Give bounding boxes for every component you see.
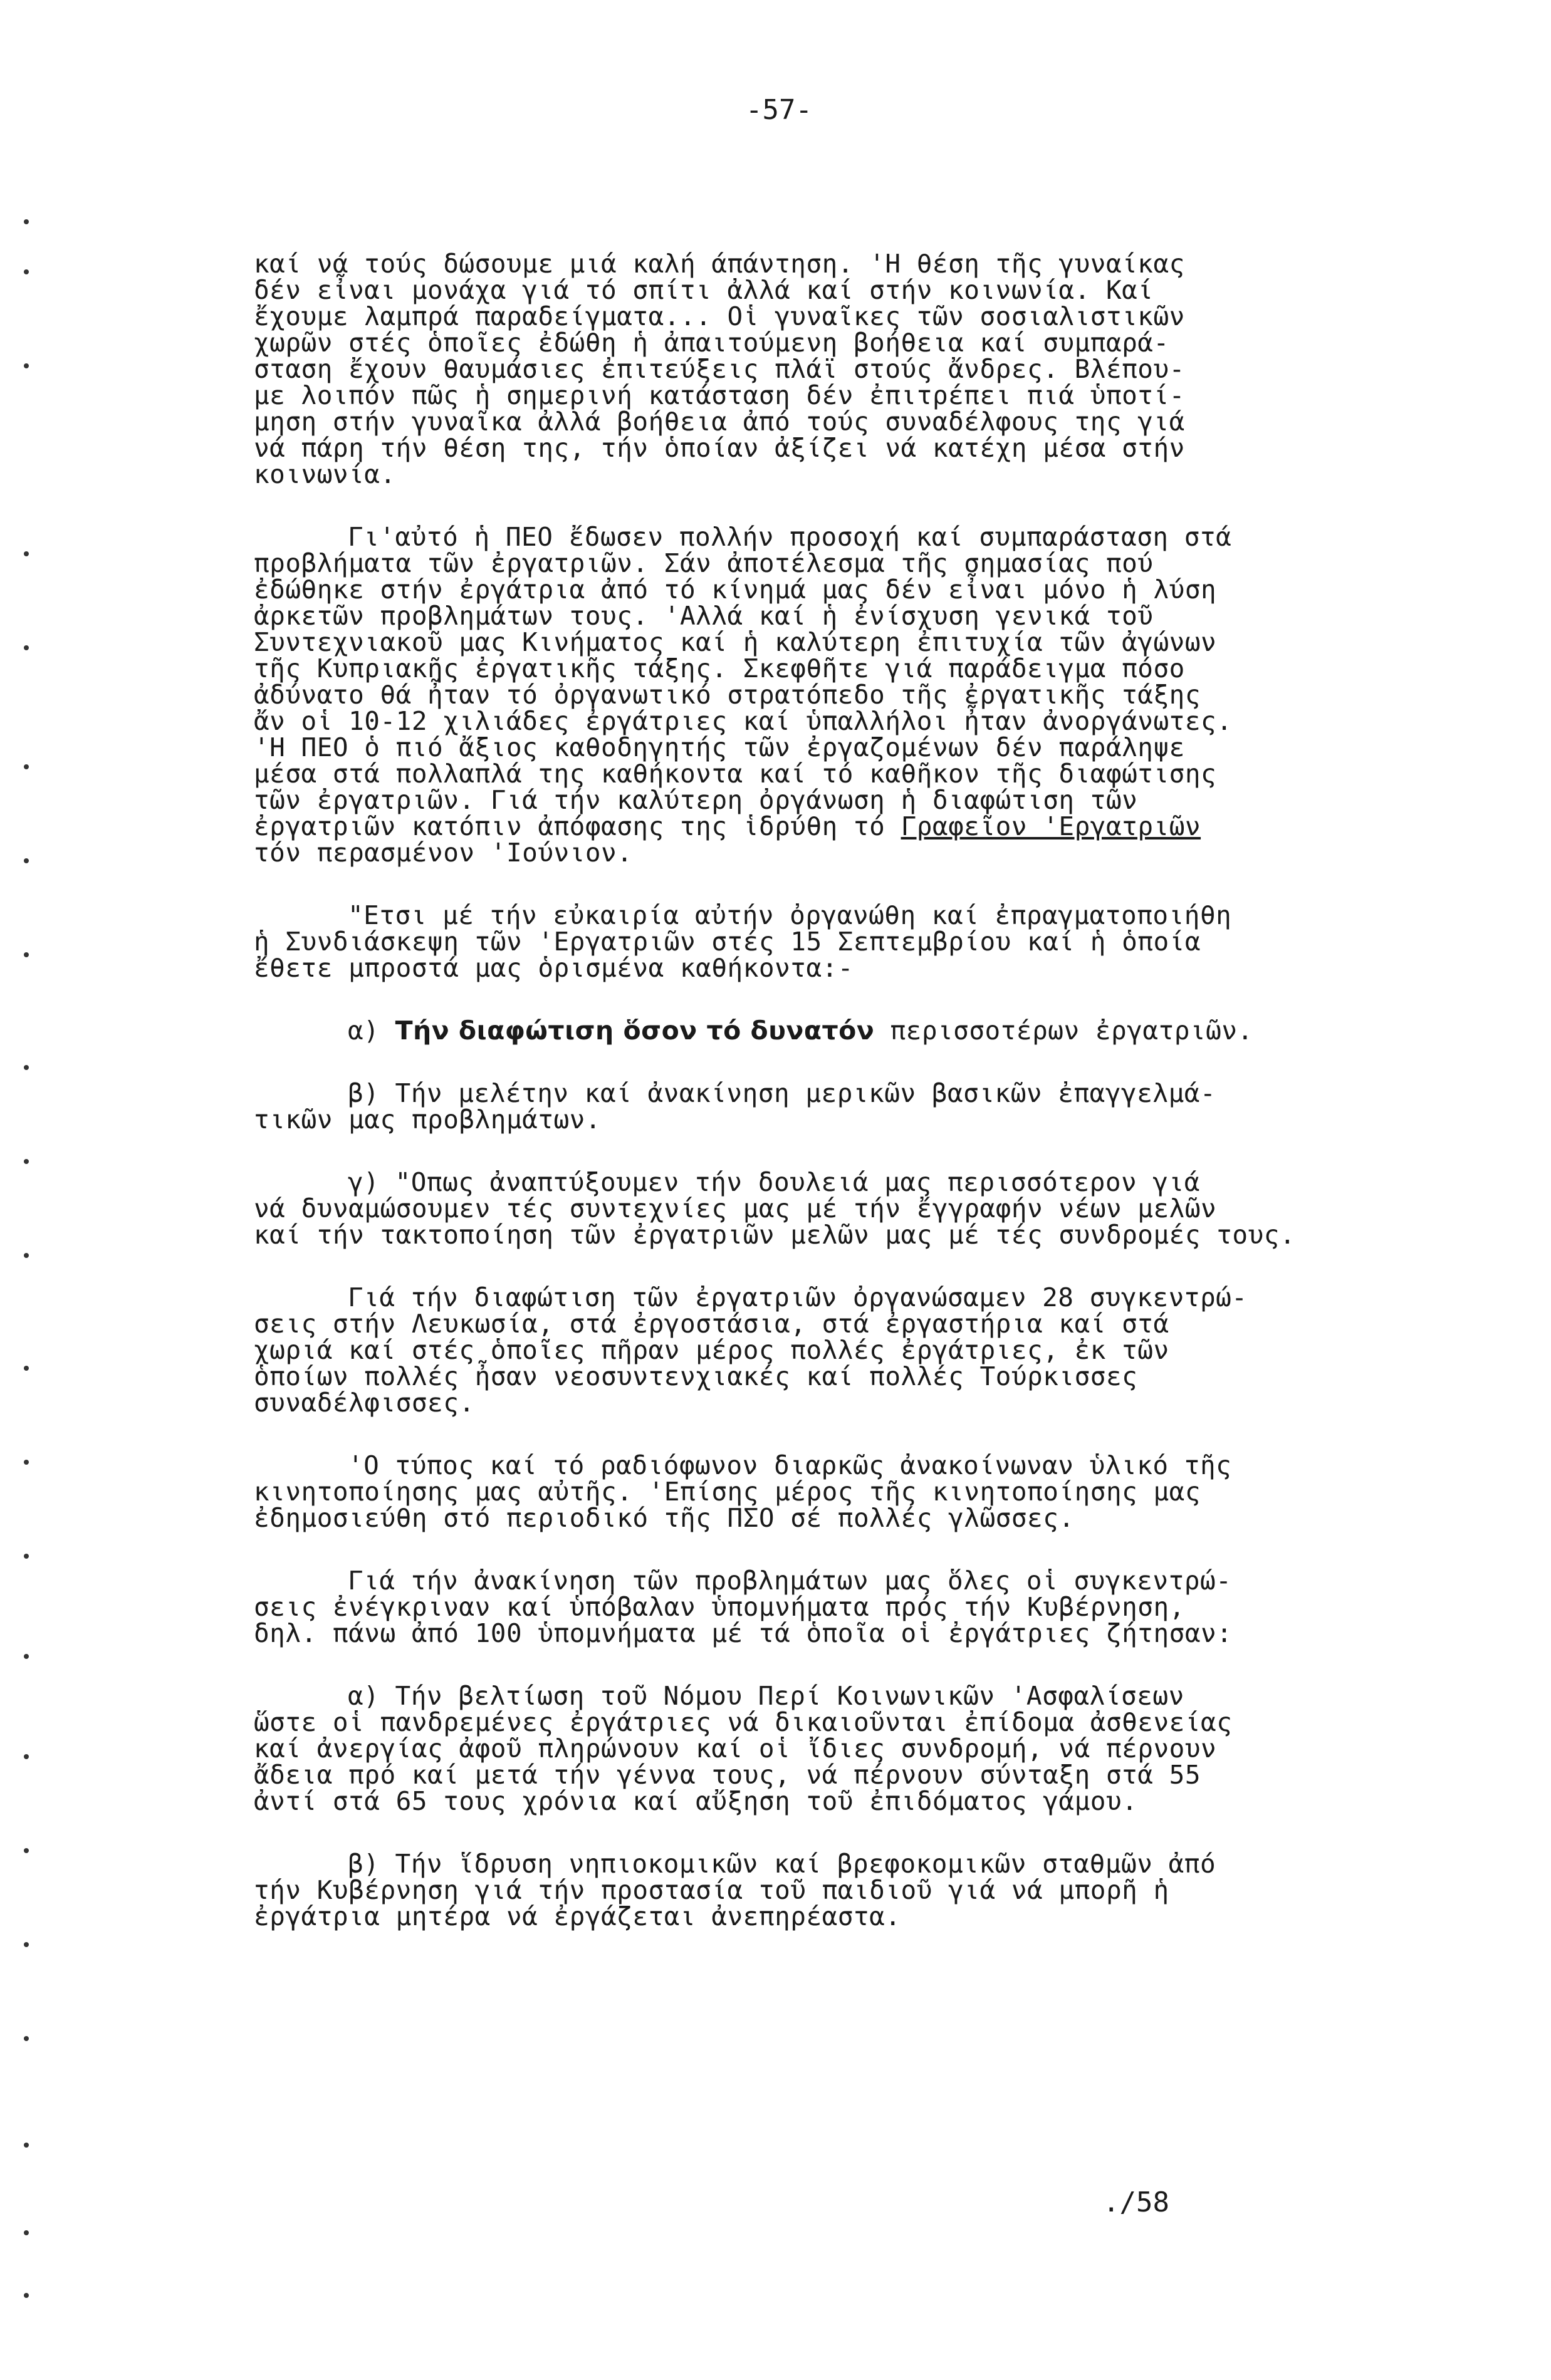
- text-line: Γι'αὐτό ἡ ΠΕΟ ἔδωσεν πολλήν προσοχή καί συμπαράσταση στά: [348, 522, 1232, 552]
- text-line: α) Τήν βελτίωση τοῦ Νόμου Περί Κοινωνικῶν 'Ασφαλίσεων: [348, 1681, 1184, 1711]
- paragraph: [254, 1452, 1476, 1531]
- text-line: σταση ἔχουν θαυμάσιες ἐπιτεύξεις πλάϊ στούς ἄνδρες. Βλέπου-: [254, 354, 1185, 384]
- page-number: -57-: [746, 94, 812, 126]
- text-line: καί τήν τακτοποίηση τῶν ἐργατριῶν μελῶν μας μέ τές συνδρομές τους.: [254, 1220, 1296, 1250]
- text-line: ὁποίων πολλές ἦσαν νεοσυντενχιακές καί πολλές Τούρκισσες: [254, 1361, 1138, 1391]
- text-line: σεις ἐνέγκριναν καί ὑπόβαλαν ὑπομνήματα πρός τήν Κυβέρνηση,: [254, 1592, 1185, 1622]
- text-line: τῶν ἐργατριῶν. Γιά τήν καλύτερη ὀργάνωση ἡ διαφώτιση τῶν: [254, 785, 1138, 815]
- text-line: σεις στήν Λευκωσία, στά ἐργοστάσια, στά ἐργαστήρια καί στά: [254, 1309, 1169, 1339]
- text-line: ἐργάτρια μητέρα νά ἐργάζεται ἀνεπηρέαστα.: [254, 1901, 901, 1931]
- text-line: κινητοποίησης μας αὐτῆς. 'Επίσης μέρος τῆς κινητοποίησης μας: [254, 1477, 1201, 1507]
- text-line: νά δυναμώσουμεν τές συντεχνίες μας μέ τήν ἔγγραφήν νέων μελῶν: [254, 1193, 1217, 1224]
- document-body: [254, 251, 1476, 1966]
- text-line: τήν Κυβέρνηση γιά τήν προστασία τοῦ παιδιοῦ γιά νά μπορῆ ἡ: [254, 1875, 1169, 1905]
- paragraph: [254, 902, 1476, 981]
- text-line: μηση στήν γυναῖκα ἀλλά βοήθεια ἀπό τούς συναδέλφους της γιά: [254, 407, 1185, 437]
- paragraph: [254, 1683, 1476, 1814]
- text-line: ἀδύνατο θά ἦταν τό ὀργανωτικό στρατόπεδο τῆς ἐργατικῆς τάξης: [254, 680, 1201, 710]
- paragraph: [254, 1080, 1476, 1133]
- text-line: γ) "Οπως ἀναπτύξουμεν τήν δουλειά μας περισσότερον γιά: [348, 1167, 1200, 1197]
- text-line: χωρῶν στές ὁποῖες ἐδώθη ἡ ἀπαιτούμενη βοήθεια καί συμπαρά-: [254, 328, 1169, 358]
- text-line: δέν εἶναι μονάχα γιά τό σπίτι ἀλλά καί στήν κοινωνία. Καί: [254, 275, 1154, 305]
- next-page-reference: ./58: [1103, 2186, 1169, 2218]
- text-line: β) Τήν ἵδρυση νηπιοκομικῶν καί βρεφοκομικῶν σταθμῶν ἀπό: [348, 1849, 1216, 1879]
- text-line: νά πάρη τήν θέση της, τήν ὁποίαν ἀξίζει νά κατέχη μέσα στήν: [254, 433, 1185, 463]
- text-line: δηλ. πάνω ἀπό 100 ὑπομνήματα μέ τά ὁποῖα οἱ ἐργάτριες ζήτησαν:: [254, 1618, 1233, 1648]
- text-line: β) Τήν μελέτην καί ἀνακίνηση μερικῶν βασικῶν ἐπαγγελμά-: [348, 1078, 1216, 1108]
- paragraph: [254, 1284, 1476, 1416]
- paragraph: [254, 251, 1476, 487]
- text-line: με λοιπόν πῶς ἡ σημερινή κατάσταση δέν ἐπιτρέπει πιά ὑποτί-: [254, 380, 1185, 410]
- paragraph: [254, 1169, 1476, 1248]
- text-line: τῆς Κυπριακῆς ἐργατικῆς τάξης. Σκεφθῆτε γιά παράδειγμα πόσο: [254, 653, 1185, 683]
- text-line: ἐδώθηκε στήν ἐργάτρια ἀπό τό κίνημά μας δέν εἶναι μόνο ἡ λύση: [254, 574, 1217, 605]
- text-line: προβλήματα τῶν ἐργατριῶν. Σάν ἀποτέλεσμα τῆς σημασίας πού: [254, 548, 1154, 578]
- text-line: κοινωνία.: [254, 459, 396, 489]
- text-line: ἐργατριῶν κατόπιν ἀπόφασης της ἱδρύθη τό Γραφεῖον 'Εργατριῶν: [254, 811, 1201, 841]
- text-line: ἄν οἱ 10-12 χιλιάδες ἐργάτριες καί ὑπαλλήλοι ἦταν ἀνοργάνωτες.: [254, 706, 1233, 736]
- text-line: καί νά τούς δώσουμε μιά καλή άπάντηση. 'Η θέση τῆς γυναίκας: [254, 249, 1185, 279]
- text-line: Συντεχνιακοῦ μας Κινήματος καί ἡ καλύτερη ἐπιτυχία τῶν ἀγώνων: [254, 627, 1217, 657]
- margin-punch-marks: [0, 0, 50, 2380]
- text-line: ἔθετε μπροστά μας ὁρισμένα καθήκοντα:-: [254, 953, 854, 983]
- text-line: χωριά καί στές ὁποῖες πῆραν μέρος πολλές ἐργάτριες, ἐκ τῶν: [254, 1335, 1169, 1365]
- text-line: τόν περασμένον 'Ιούνιον.: [254, 838, 633, 868]
- text-line: ἡ Συνδιάσκεψη τῶν 'Εργατριῶν στές 15 Σεπτεμβρίου καί ἡ ὁποία: [254, 927, 1201, 957]
- text-line: ὥστε οἱ πανδρεμένες ἐργάτριες νά δικαιοῦνται ἐπίδομα ἀσθενείας: [254, 1707, 1233, 1737]
- text-line: μέσα στά πολλαπλά της καθήκοντα καί τό καθῆκον τῆς διαφώτισης: [254, 759, 1217, 789]
- text-line: ἐδημοσιεύθη στό περιοδικό τῆς ΠΣΟ σέ πολλές γλῶσσες.: [254, 1503, 1075, 1533]
- text-line: συναδέλφισσες.: [254, 1388, 475, 1418]
- text-line: 'Ο τύπος καί τό ραδιόφωνον διαρκῶς ἀνακοίνωναν ὑλικό τῆς: [348, 1450, 1232, 1480]
- text-line: ἀρκετῶν προβλημάτων τους. 'Αλλά καί ἡ ἐνίσχυση γενικά τοῦ: [254, 601, 1154, 631]
- paragraph: [254, 1567, 1476, 1646]
- text-line: καί ἀνεργίας ἀφοῦ πληρώνουν καί οἱ ἴδιες συνδρομή, νά πέρνουν: [254, 1733, 1217, 1764]
- paragraph: [254, 524, 1476, 866]
- text-line: ἀντί στά 65 τους χρόνια καί αὔξηση τοῦ ἐπιδόματος γάμου.: [254, 1786, 1138, 1816]
- paragraph: [254, 1017, 1476, 1044]
- text-line: ἄδεια πρό καί μετά τήν γέννα τους, νά πέρνουν σύνταξη στά 55: [254, 1760, 1201, 1790]
- paragraph: [254, 1851, 1476, 1930]
- text-line: Γιά τήν διαφώτιση τῶν ἐργατριῶν ὀργανώσαμεν 28 συγκεντρώ-: [348, 1282, 1248, 1312]
- text-line: "Ετσι μέ τήν εὐκαιρία αὐτήν ὀργανώθη καί ἐπραγματοποιήθη: [348, 900, 1232, 930]
- text-line: τικῶν μας προβλημάτων.: [254, 1104, 602, 1135]
- text-line: ἔχουμε λαμπρά παραδείγματα... Οἱ γυναῖκες τῶν σοσιαλιστικῶν: [254, 301, 1185, 331]
- text-line: 'Η ΠΕΟ ὁ πιό ἄξιος καθοδηγητής τῶν ἐργαζομένων δέν παράληψε: [254, 732, 1185, 762]
- text-line: Γιά τήν ἀνακίνηση τῶν προβλημάτων μας ὅλες οἱ συγκεντρώ-: [348, 1566, 1232, 1596]
- text-line: α) Τήν διαφώτιση ὅσον τό δυνατόν περισσοτέρων ἐργατριῶν.: [348, 1016, 1253, 1046]
